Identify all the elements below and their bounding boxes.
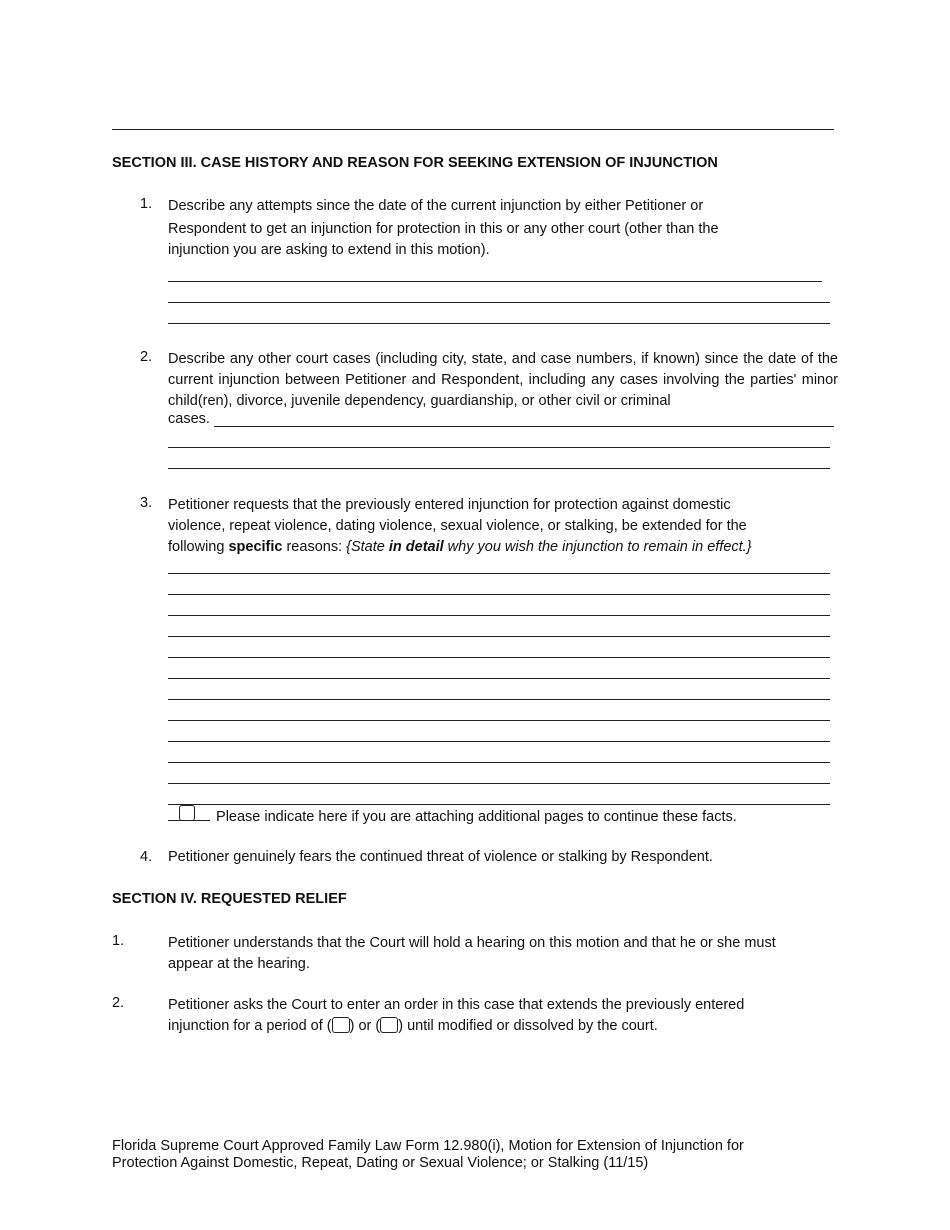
item-2-answer-line[interactable] — [214, 426, 834, 427]
item-3-answer-line[interactable] — [168, 636, 830, 637]
item-1-number: 1. — [140, 196, 153, 212]
attach-pages-checkbox[interactable] — [179, 805, 195, 821]
item-4-text: Petitioner genuinely fears the continued threat of violence or stalking by Respondent. — [168, 849, 713, 865]
attach-blank — [168, 807, 210, 821]
item-1-answer-line[interactable] — [168, 323, 830, 324]
item-3-number: 3. — [140, 495, 153, 511]
item-1-answer-line[interactable] — [168, 281, 822, 282]
item-2-cases-label: cases. — [168, 411, 210, 427]
item-3-line-3 — [168, 537, 840, 558]
relief-item-2-number: 2. — [112, 995, 125, 1011]
item-1-line-2: Respondent to get an injunction for protection in this or any other court (other than the — [168, 221, 719, 237]
item-3-specific: specific — [228, 539, 283, 555]
item-1-line-1: Describe any attempts since the date of the current injunction by either Petitioner or — [168, 198, 704, 214]
item-1-answer-line[interactable] — [168, 302, 830, 303]
relief-or-text: ) or ( — [349, 1018, 381, 1034]
relief-until-text: ) until modified or dissolved by the court. — [398, 1018, 658, 1034]
item-3-answer-line[interactable] — [168, 678, 830, 679]
attach-pages-note: Please indicate here if you are attaching additional pages to continue these facts. — [216, 809, 737, 825]
period-checkbox[interactable] — [332, 1017, 350, 1033]
item-3-line-1: Petitioner requests that the previously entered injunction for protection against domestic — [168, 497, 731, 513]
item-3-answer-line[interactable] — [168, 657, 830, 658]
item-2-text: Describe any other court cases (including city, state, and case numbers, if known) since the date of the current injunction between Petitioner and Respondent, including any cases involving the parties' minor child(ren), divorce, juvenile dependency, guardianship, or other civil or criminal — [168, 351, 838, 409]
item-2-answer-line[interactable] — [168, 447, 830, 448]
relief-period-text: injunction for a period of ( — [168, 1018, 332, 1034]
section-4-heading: SECTION IV. REQUESTED RELIEF — [112, 891, 347, 907]
until-modified-checkbox[interactable] — [380, 1017, 398, 1033]
item-3-answer-line[interactable] — [168, 573, 830, 574]
item-3-reasons: reasons: — [282, 539, 347, 555]
relief-item-1-number: 1. — [112, 933, 125, 949]
item-3-instruction-end: why you wish the injunction to remain in effect.} — [443, 539, 752, 555]
relief-item-2-line-2 — [168, 1016, 840, 1037]
form-footer — [112, 1138, 832, 1172]
item-3-text — [168, 495, 840, 558]
relief-item-1-line-2: appear at the hearing. — [168, 956, 310, 972]
relief-item-2-line-1: Petitioner asks the Court to enter an order in this case that extends the previously entered — [168, 997, 745, 1013]
item-3-answer-line[interactable] — [168, 783, 830, 784]
item-3-following: following — [168, 539, 229, 555]
item-3-answer-line[interactable] — [168, 699, 830, 700]
relief-item-1-text — [168, 933, 840, 975]
footer-line-1: Florida Supreme Court Approved Family Law Form 12.980(i), Motion for Extension of Injunction for — [112, 1138, 744, 1154]
item-3-answer-line[interactable] — [168, 804, 830, 805]
relief-item-2-text — [168, 995, 840, 1037]
section-3-heading: SECTION III. CASE HISTORY AND REASON FOR SEEKING EXTENSION OF INJUNCTION — [112, 155, 718, 171]
item-2-answer-line[interactable] — [168, 468, 830, 469]
item-3-answer-line[interactable] — [168, 720, 830, 721]
top-rule — [112, 129, 834, 130]
item-1-line-3: injunction you are asking to extend in this motion). — [168, 242, 490, 258]
item-1-text — [168, 196, 838, 261]
relief-item-1-line-1: Petitioner understands that the Court will hold a hearing on this motion and that he or she must — [168, 935, 776, 951]
item-3-answer-line[interactable] — [168, 594, 830, 595]
footer-line-2: Protection Against Domestic, Repeat, Dating or Sexual Violence; or Stalking (11/15) — [112, 1155, 649, 1171]
item-3-answer-line[interactable] — [168, 762, 830, 763]
item-2-number: 2. — [140, 349, 153, 365]
item-3-answer-line[interactable] — [168, 741, 830, 742]
item-3-line-2: violence, repeat violence, dating violence, sexual violence, or stalking, be extended for the — [168, 518, 747, 534]
item-3-answer-line[interactable] — [168, 615, 830, 616]
item-3-instruction-start: {State — [346, 539, 389, 555]
item-4-number: 4. — [140, 849, 153, 865]
item-3-in-detail: in detail — [388, 539, 444, 555]
item-3-attach-row — [168, 807, 737, 825]
